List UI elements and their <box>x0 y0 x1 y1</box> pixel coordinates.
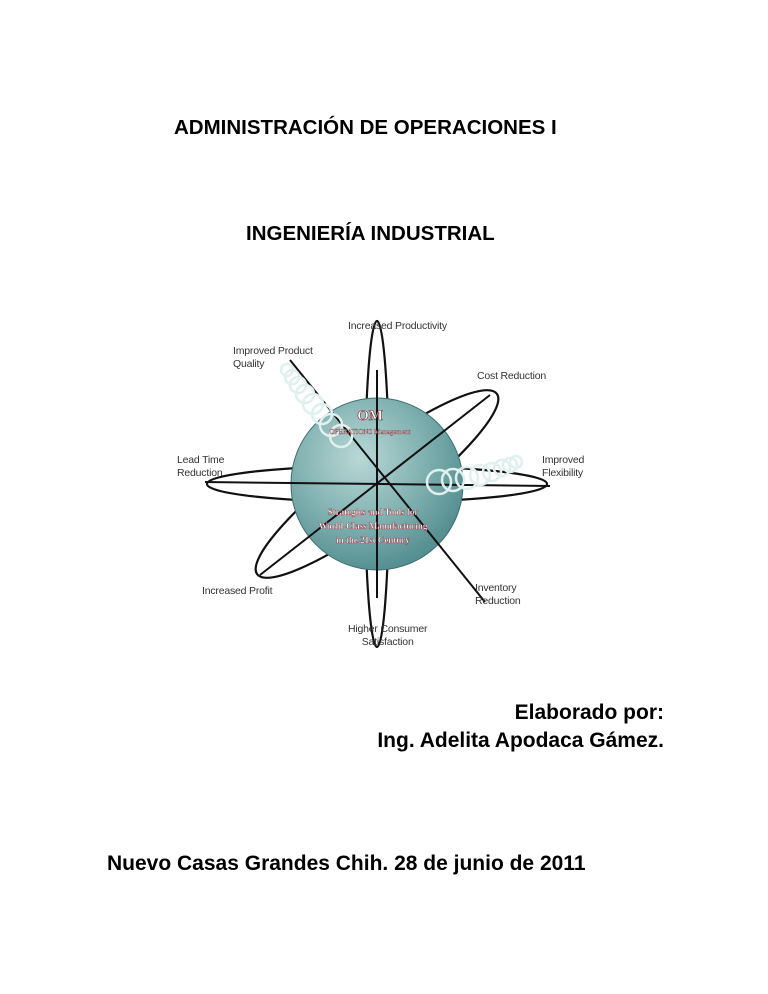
label-inventory-reduction <box>475 582 520 608</box>
sphere-title: OM <box>357 408 383 424</box>
label-line: Inventory <box>475 582 517 594</box>
label-line: Reduction <box>475 595 521 607</box>
place-date: Nuevo Casas Grandes Chih. 28 de junio de 2011 <box>107 852 586 875</box>
label-line: Higher Consumer <box>348 623 428 635</box>
label-improved-flexibility <box>542 454 584 480</box>
operations-management-diagram <box>170 310 585 650</box>
label-increased-productivity: Increased Productivity <box>348 320 447 332</box>
document-subtitle: INGENIERÍA INDUSTRIAL <box>246 222 495 245</box>
sphere-caption-1: Strategies and Tools for <box>327 507 419 517</box>
author-label: Elaborado por: <box>514 701 664 724</box>
label-line: Satisfaction <box>361 636 414 648</box>
label-improved-quality <box>233 345 313 371</box>
label-line: Flexibility <box>542 467 583 479</box>
label-increased-profit: Increased Profit <box>202 585 273 597</box>
label-cost-reduction: Cost Reduction <box>477 370 546 382</box>
label-line: Reduction <box>177 467 223 479</box>
label-lead-time-reduction <box>177 454 224 480</box>
label-line: Improved <box>542 454 585 466</box>
label-consumer-satisfaction <box>348 623 427 649</box>
sphere-subtitle: OPERATIONS Management <box>329 428 411 436</box>
sphere-caption-2: World-Class Manufacturing <box>318 521 428 531</box>
document-title: ADMINISTRACIÓN DE OPERACIONES I <box>174 116 557 139</box>
sphere-caption-3: in the 21st Century <box>336 535 410 545</box>
author-name: Ing. Adelita Apodaca Gámez. <box>377 729 664 752</box>
label-line: Lead Time <box>177 454 225 466</box>
label-line: Improved Product <box>233 345 313 357</box>
label-line: Quality <box>233 358 265 370</box>
